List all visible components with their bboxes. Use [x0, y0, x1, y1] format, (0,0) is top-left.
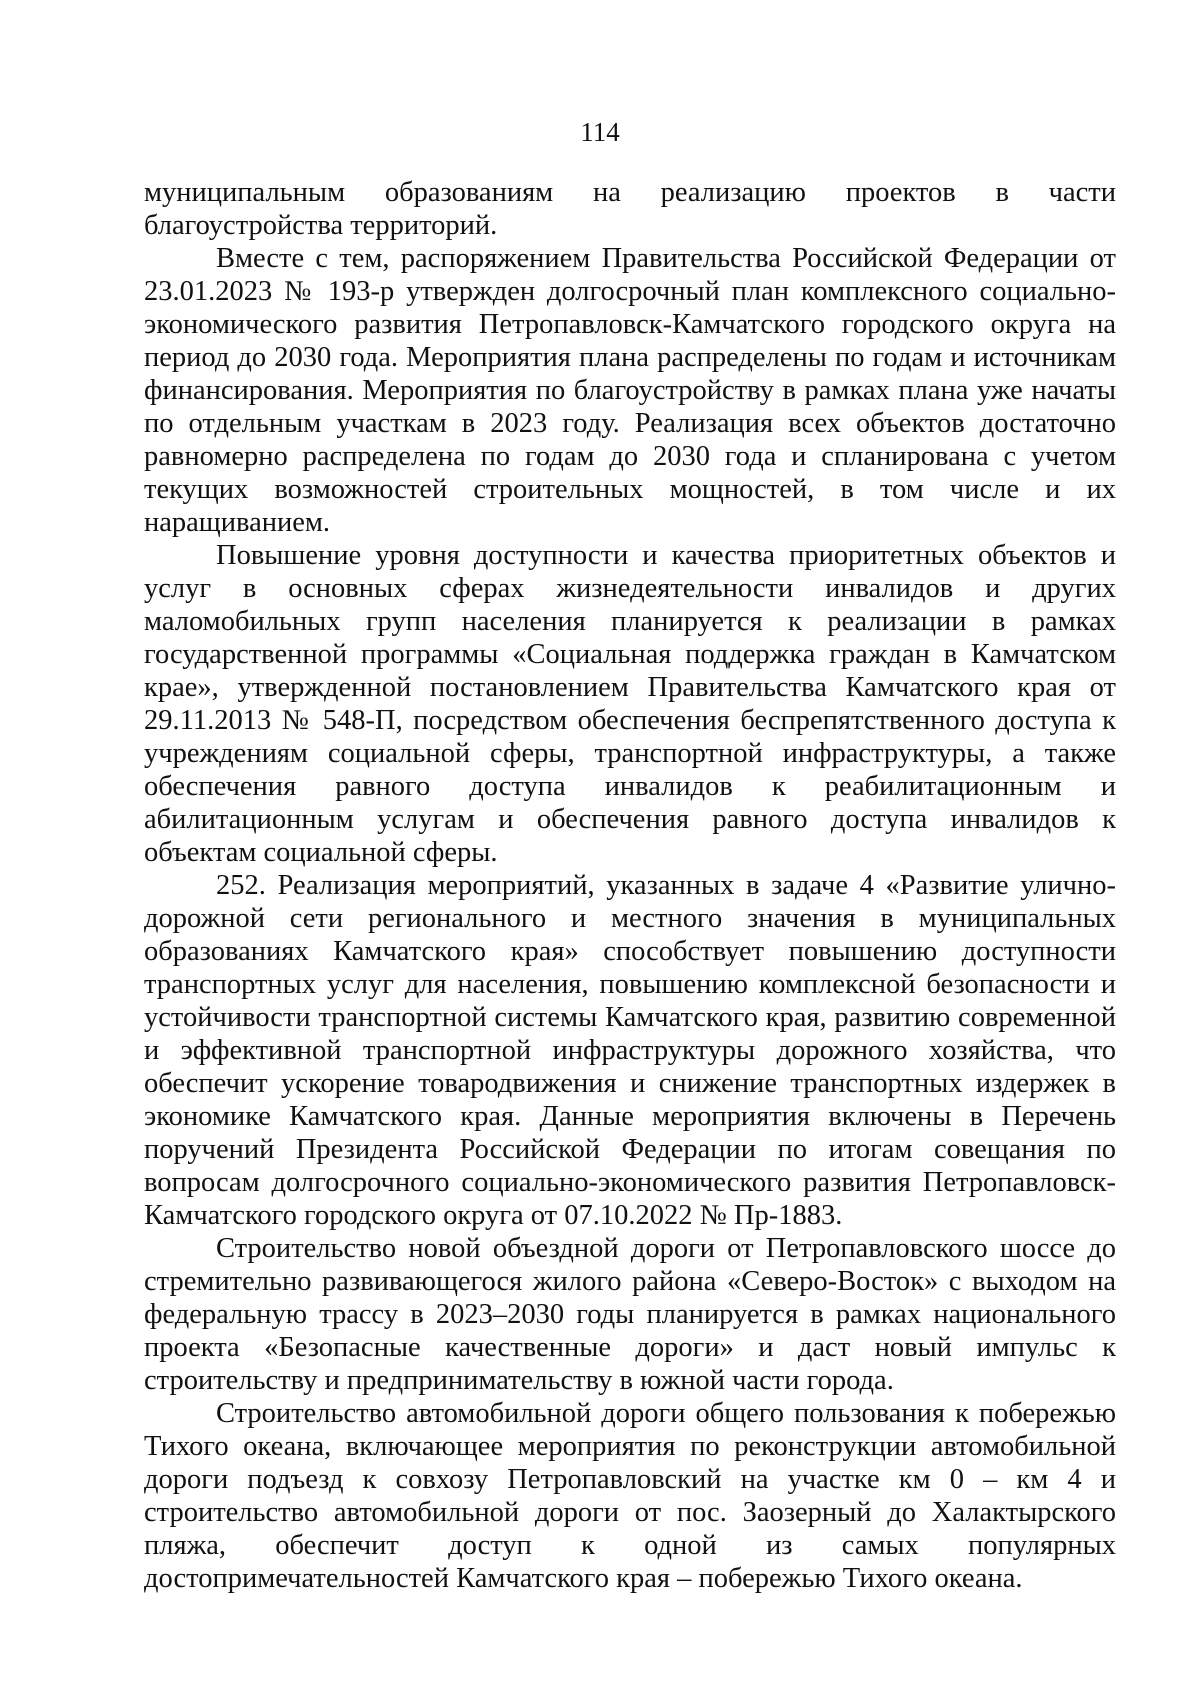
paragraph-continuation: муниципальным образованиям на реализацию проектов в части благоустройства территорий. — [144, 177, 1116, 241]
page-number: 114 — [580, 117, 620, 147]
paragraph-252-road-network: 252. Реализация мероприятий, указанных в задаче 4 «Развитие улично-дорожной сети регионального и местного значения в муниципальных образованиях Камчатского края» способствует повышению доступности транспортных услуг для населения, повышению комплексной безопасности и устойчивости транспортной системы Камчатского края, развитию современной и эффективной транспортной инфраструктуры дорожного хозяйства, что обеспечит ускорение товародвижения и снижение транспортных издержек в экономике Камчатского края. Данные мероприятия включены в Перечень поручений Президента Российской Федерации по итогам совещания по вопросам долгосрочного социально-экономического развития Петропавловск-Камчатского городского округа от 07.10.2022 № Пр-1883. — [144, 870, 1116, 1231]
paragraph-accessibility: Повышение уровня доступности и качества приоритетных объектов и услуг в основных сферах жизнедеятельности инвалидов и других маломобильных групп населения планируется к реализации в рамках государственной программы «Социальная поддержка граждан в Камчатском крае», утвержденной постановлением Правительства Камчатского края от 29.11.2013 № 548-П, посредством обеспечения беспрепятственного доступа к учреждениям социальной сферы, транспортной инфраструктуры, а также обеспечения равного доступа инвалидов к реабилитационным и абилитационным услугам и обеспечения равного доступа инвалидов к объектам социальной сферы. — [144, 540, 1116, 868]
paragraph-bypass-road: Строительство новой объездной дороги от Петропавловского шоссе до стремительно развивающегося жилого района «Северо-Восток» с выходом на федеральную трассу в 2023–2030 годы планируется в рамках национального проекта «Безопасные качественные дороги» и даст новый импульс к строительству и предпринимательству в южной части города. — [144, 1233, 1116, 1396]
paragraph-pacific-coast-road: Строительство автомобильной дороги общего пользования к побережью Тихого океана, включающее мероприятия по реконструкции автомобильной дороги подъезд к совхозу Петропавловский на участке км 0 – км 4 и строительство автомобильной дороги от пос. Заозерный до Халактырского пляжа, обеспечит доступ к одной из самых популярных достопримечательностей Камчатского края – побережью Тихого океана. — [144, 1398, 1116, 1594]
body-text — [144, 176, 1116, 1595]
paragraph-long-term-plan: Вместе с тем, распоряжением Правительства Российской Федерации от 23.01.2023 № 193-р утвержден долгосрочный план комплексного социально-экономического развития Петропавловск-Камчатского городского округа на период до 2030 года. Мероприятия плана распределены по годам и источникам финансирования. Мероприятия по благоустройству в рамках плана уже начаты по отдельным участкам в 2023 году. Реализация всех объектов достаточно равномерно распределена по годам до 2030 года и спланирована с учетом текущих возможностей строительных мощностей, в том числе и их наращиванием. — [144, 243, 1116, 538]
